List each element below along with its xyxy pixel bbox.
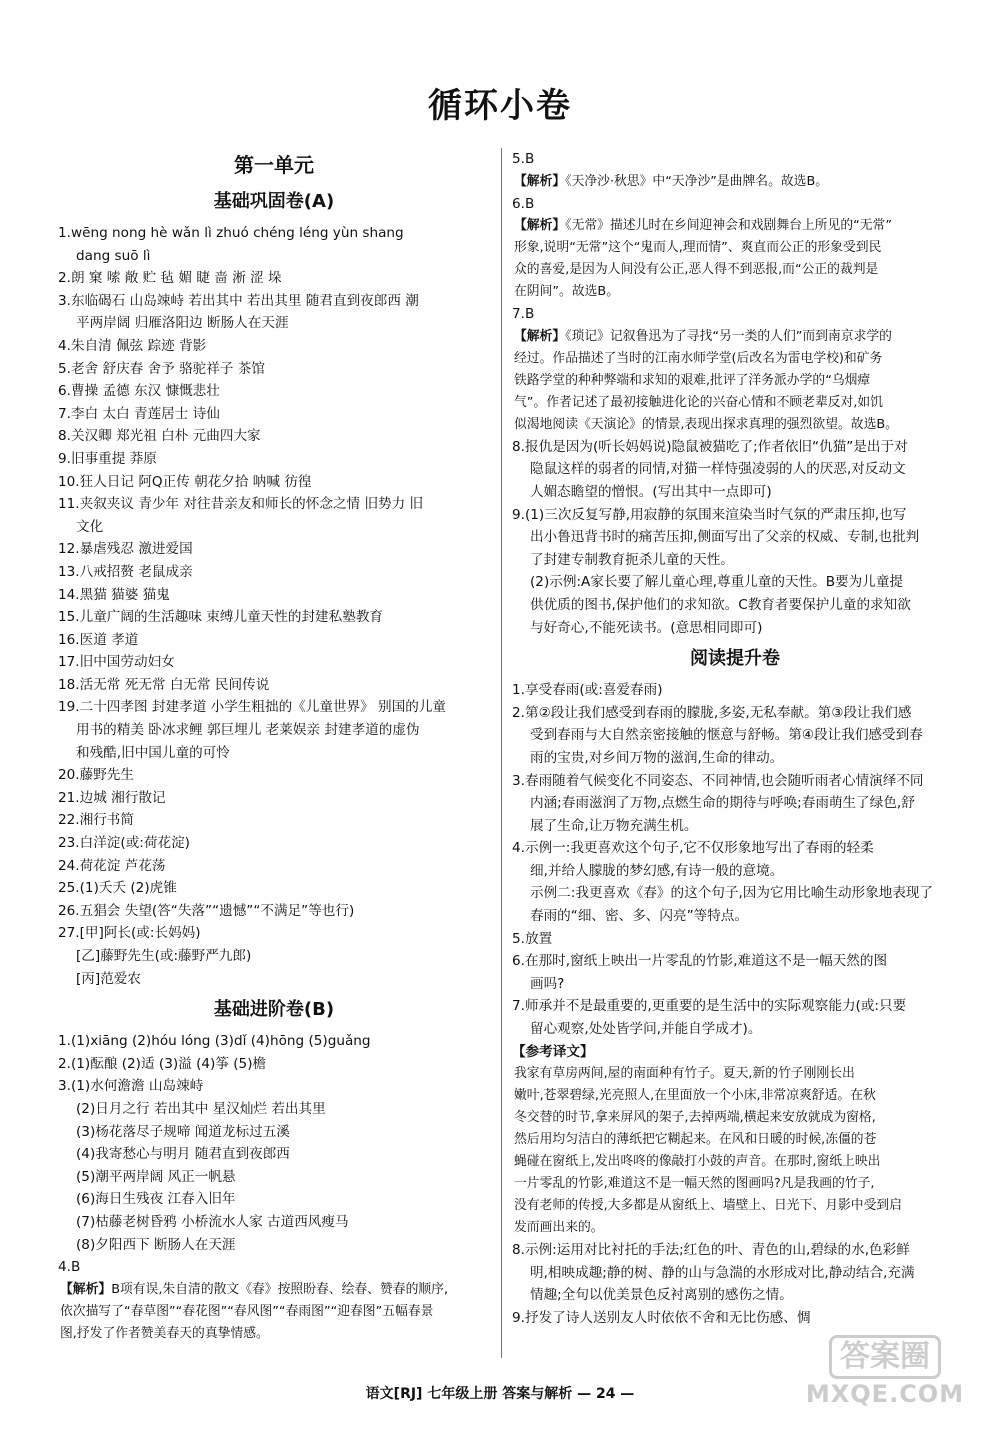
answer-line: (2)日月之行 若出其中 星汉灿烂 若出其里 <box>76 1100 326 1117</box>
answer-line: 24.荷花淀 芦花荡 <box>58 857 166 874</box>
analysis-line <box>512 326 958 348</box>
watermark-text: 答案圈 <box>829 1335 941 1379</box>
translation-line: 我家有草房两间,屋的南面种有竹子。夏天,新的竹子刚刚长出 <box>514 1066 855 1082</box>
analysis-tag: 【解析】 <box>514 218 566 234</box>
analysis-line: 形象,说明“无常”这个“鬼而人,理而情”、爽直而公正的形象受到民 <box>514 240 882 256</box>
answer-line: 5.B <box>512 151 535 167</box>
translation-line: 发而画出来的。 <box>514 1220 604 1236</box>
answer-line: 14.黑猫 猫婆 猫鬼 <box>58 586 170 603</box>
answer-line: 细,并给人朦胧的梦幻感,有诗一般的意境。 <box>530 862 784 879</box>
answer-line: 7.B <box>512 306 535 323</box>
section-heading-reading: 阅读提升卷 <box>690 648 780 670</box>
answer-line: 人媚态瞻望的憎恨。(写出其中一点即可) <box>530 483 772 500</box>
answer-line: 2.朗 窠 嗦 敞 贮 毡 媚 睫 啬 淅 涩 垛 <box>58 270 282 287</box>
left-column <box>58 148 490 1345</box>
answer-line: 1.(1)xiāng (2)hóu lóng (3)dǐ (4)hōng (5)guǎng <box>58 1033 371 1050</box>
answer-line: 7.李白 太白 青莲居士 诗仙 <box>58 405 220 422</box>
answer-line: 留心观察,处处皆学问,并能自学成才)。 <box>530 1021 762 1038</box>
section-heading-a: 基础巩固卷(A) <box>213 191 335 212</box>
answer-line: 15.儿童广阔的生活趣味 束缚儿童天性的封建私塾教育 <box>58 609 384 626</box>
answer-line: (5)潮平两岸阔 风正一帆悬 <box>76 1168 236 1185</box>
answer-line: 受到春雨与大自然亲密接触的惬意与舒畅。第④段让我们感受到春 <box>530 727 923 744</box>
section-heading-b: 基础进阶卷(B) <box>213 999 335 1021</box>
answer-line: (3)杨花落尽子规啼 闻道龙标过五溪 <box>76 1123 290 1140</box>
answer-line: (8)夕阳西下 断肠人在天涯 <box>76 1236 236 1253</box>
page-footer: 语文[RJ] 七年级上册 答案与解析 — 24 — <box>365 1386 635 1402</box>
answer-line: [乙]藤野先生(或:藤野严九郎) <box>76 948 252 964</box>
analysis-line: 经过。作品描述了当时的江南水师学堂(后改名为雷电学校)和矿务 <box>514 350 883 366</box>
answer-line: 4.示例一:我更喜欢这个句子,它不仅形象地写出了春雨的轻柔 <box>512 840 874 857</box>
analysis-text: 《无常》描述儿时在乡间迎神会和戏剧舞台上所见的“无常” <box>565 218 892 234</box>
answer-line: 6.B <box>512 195 535 212</box>
analysis-4 <box>58 1279 490 1345</box>
answer-line: (7)枯藤老树昏鸦 小桥流水人家 古道西风瘦马 <box>76 1213 349 1230</box>
answer-line: 示例二:我更喜欢《春》的这个句子,因为它用比喻生动形象地表现了 <box>530 885 934 902</box>
analysis-tag: 【解析】 <box>514 173 566 189</box>
translation-line: 没有老师的传授,大多都是从窗纸上、墙壁上、日光下、月影中受到启 <box>514 1198 902 1214</box>
answer-line: 展了生命,让万物充满生机。 <box>530 817 698 834</box>
answer-line: 5.老舍 舒庆春 舍予 骆驼祥子 茶馆 <box>58 360 265 377</box>
answer-line: 用书的精美 卧冰求鲤 郭巨埋儿 老莱娱亲 封建孝道的虚伪 <box>76 722 420 739</box>
translation-line: 然后用均匀洁白的薄纸把它糊起来。在风和日暖的时候,冻僵的苍 <box>514 1132 877 1148</box>
answer-line: 春雨的“细、密、多、闪亮”等特点。 <box>530 908 748 925</box>
answers-a <box>58 222 490 990</box>
answer-line: 8.报仇是因为(听长妈妈说)隐鼠被猫吃了;作者依旧“仇猫”是出于对 <box>512 438 908 455</box>
answer-line: 了封建专制教育扼杀儿童的天性。 <box>530 551 734 568</box>
answer-line: 和残酷,旧中国儿童的可怜 <box>76 744 230 761</box>
answer-line: 23.白洋淀(或:荷花淀) <box>58 835 190 852</box>
answer-line: 供优质的图书,保护他们的求知欲。C教育者要保护儿童的求知欲 <box>530 596 911 613</box>
analysis-line: 依次描写了“春草图”“春花图”“春风图”“春雨图”“迎春图”五幅春景 <box>60 1303 434 1319</box>
answer-line: 19.二十四孝图 封建孝道 小学生粗拙的《儿童世界》 别国的儿童 <box>58 699 447 716</box>
answer-line: 出小鲁迅背书时的痛苦压抑,侧面写出了父亲的权威、专制,也批判 <box>530 529 920 546</box>
answers-reading <box>512 679 958 1329</box>
answer-line: 8.关汉卿 郑光祖 白朴 元曲四大家 <box>58 428 261 445</box>
answer-line: 平两岸阔 归雁洛阳边 断肠人在天涯 <box>76 315 289 332</box>
answer-line: 20.藤野先生 <box>58 767 134 784</box>
answer-line: 1.享受春雨(或:喜爱春雨) <box>512 682 663 699</box>
analysis-line: 似渴地阅读《天演论》的情景,表现出探求真理的强烈欲望。故选B。 <box>514 416 898 432</box>
analysis-line <box>512 215 958 237</box>
analysis-tag: 【解析】 <box>514 328 566 344</box>
answer-line: 雨的宝贵,对乡间万物的滋润,生命的律动。 <box>530 749 784 766</box>
answer-line: 3.春雨随着气候变化不同姿态、不同神情,也会随听雨者心情演绎不同 <box>512 772 924 789</box>
translation-line: 一片零乱的竹影,难道这不是一幅天然的图画吗?凡是我画的竹子, <box>514 1176 875 1192</box>
analysis-line: 在阴间”。故选B。 <box>514 284 619 300</box>
answer-line: 9.(1)三次反复写静,用寂静的氛围来渲染当时气氛的严肃压抑,也写 <box>512 506 907 523</box>
answers-b <box>58 1030 490 1279</box>
answer-line: 25.(1)夭夭 (2)虎锥 <box>58 880 177 897</box>
answer-line: (6)海日生残夜 江春入旧年 <box>76 1191 236 1208</box>
column-divider <box>501 148 502 1358</box>
answer-line: 2.(1)酝酿 (2)适 (3)溢 (4)筝 (5)檐 <box>58 1055 267 1072</box>
answer-line: 13.八戒招赘 老鼠成亲 <box>58 563 193 580</box>
answer-line: 隐鼠这样的弱者的同情,对猫一样恃强凌弱的人的厌恶,对反动文 <box>530 461 906 478</box>
answer-line: 5.放置 <box>512 930 553 947</box>
answer-line: 4.朱自清 佩弦 踪迹 背影 <box>58 337 207 354</box>
answer-line: 17.旧中国劳动妇女 <box>58 654 175 671</box>
answer-line: 27.[甲]阿长(或:长妈妈) <box>58 925 201 942</box>
answer-line: 26.五猖会 失望(答“失落”“遗憾”“不满足”等也行) <box>58 902 355 919</box>
analysis-line: 图,抒发了作者赞美春天的真挚情感。 <box>60 1325 269 1341</box>
analysis-line: 气”。作者记述了最初接触进化论的兴奋心情和不顾老辈反对,如饥 <box>514 394 884 410</box>
analysis-text: 《天净沙·秋思》中“天净沙”是曲牌名。故选B。 <box>565 173 829 189</box>
answer-line: 9.旧事重提 莽原 <box>58 450 157 467</box>
answer-line: 9.抒发了诗人送别友人时依依不舍和无比伤感、惆 <box>512 1310 811 1326</box>
analysis-line <box>512 171 958 193</box>
answer-line: 情趣;全句以优美景色反衬离别的感伤之情。 <box>530 1287 793 1304</box>
answer-line: 3.东临碣石 山岛竦峙 若出其中 若出其里 随君直到夜郎西 潮 <box>58 292 419 309</box>
answers-top <box>512 148 958 639</box>
translation-line: 蝇碰在窗纸上,发出咚咚的像敲打小鼓的声音。在那时,窗纸上映出 <box>514 1154 881 1170</box>
answer-line: 7.师承并不是最重要的,更重要的是生活中的实际观察能力(或:只要 <box>512 998 907 1015</box>
right-column <box>512 148 958 1330</box>
answer-line: 11.夹叙夹议 青少年 对往昔亲友和师长的怀念之情 旧势力 旧 <box>58 496 424 513</box>
answer-line: 画吗? <box>530 975 565 992</box>
translation-line: 冬交替的时节,拿来屏风的架子,去掉两端,横起来安放就成为窗格, <box>514 1110 876 1126</box>
answer-line: 18.活无常 死无常 白无常 民间传说 <box>58 676 270 693</box>
analysis-tag: 【解析】 <box>60 1281 112 1297</box>
answer-line: dang suō lì <box>76 247 151 264</box>
answer-line: [丙]范爱农 <box>76 970 141 987</box>
answer-line: 2.第②段让我们感受到春雨的朦胧,多姿,无私奉献。第③段让我们感 <box>512 704 912 721</box>
answer-line: 明,相映成趣;静的树、静的山与急湍的水形成对比,静动结合,充满 <box>530 1264 915 1281</box>
answer-line: 1.wēng nong hè wǎn lì zhuó chéng léng yùn shang <box>58 225 404 241</box>
answer-line: (2)示例:A家长要了解儿童心理,尊重儿童的天性。B要为儿童提 <box>530 574 904 591</box>
answer-line: 22.湘行书简 <box>58 812 134 829</box>
answer-line: 与好奇心,不能死读书。(意思相同即可) <box>530 619 763 636</box>
answer-line: 16.医道 孝道 <box>58 631 139 648</box>
answer-line: 8.示例:运用对比衬托的手法;红色的叶、青色的山,碧绿的水,色彩鲜 <box>512 1242 910 1259</box>
watermark-logo <box>800 1335 970 1425</box>
watermark-url: MXQE.COM <box>805 1380 965 1408</box>
answer-line: 4.B <box>58 1259 81 1276</box>
page-title: 循环小卷 <box>428 86 572 126</box>
answer-line: 内涵;春雨滋润了万物,点燃生命的期待与呼唤;春雨萌生了绿色,舒 <box>530 795 915 812</box>
answer-line: 3.(1)水何澹澹 山岛竦峙 <box>58 1078 204 1095</box>
unit-heading: 第一单元 <box>234 153 314 177</box>
analysis-text: 《琐记》记叙鲁迅为了寻找“另一类的人们”而到南京求学的 <box>565 328 892 344</box>
analysis-line: B项有误,朱自清的散文《春》按照盼春、绘春、赞春的顺序, <box>111 1281 449 1297</box>
answer-line: 21.边城 湘行散记 <box>58 789 166 806</box>
answer-line: 10.狂人日记 阿Q正传 朝花夕拾 呐喊 彷徨 <box>58 473 312 490</box>
answer-line: 6.曹操 孟德 东汉 慷慨悲壮 <box>58 383 220 400</box>
answer-line: (4)我寄愁心与明月 随君直到夜郎西 <box>76 1146 290 1163</box>
answer-line: 文化 <box>76 518 104 535</box>
analysis-line: 众的喜爱,是因为人间没有公正,恶人得不到恶报,而“公正的裁判是 <box>514 262 879 278</box>
answer-line: 12.暴虐残忍 激进爱国 <box>58 541 193 558</box>
translation-line: 嫩叶,苍翠碧绿,光亮照人,在里面放一个小床,非常凉爽舒适。在秋 <box>514 1088 876 1104</box>
translation-heading: 【参考译文】 <box>512 1043 594 1060</box>
analysis-line: 铁路学堂的种种弊端和求知的艰难,批评了洋务派办学的“乌烟瘴 <box>514 372 871 388</box>
answer-line: 6.在那时,窗纸上映出一片零乱的竹影,难道这不是一幅天然的图 <box>512 953 888 970</box>
